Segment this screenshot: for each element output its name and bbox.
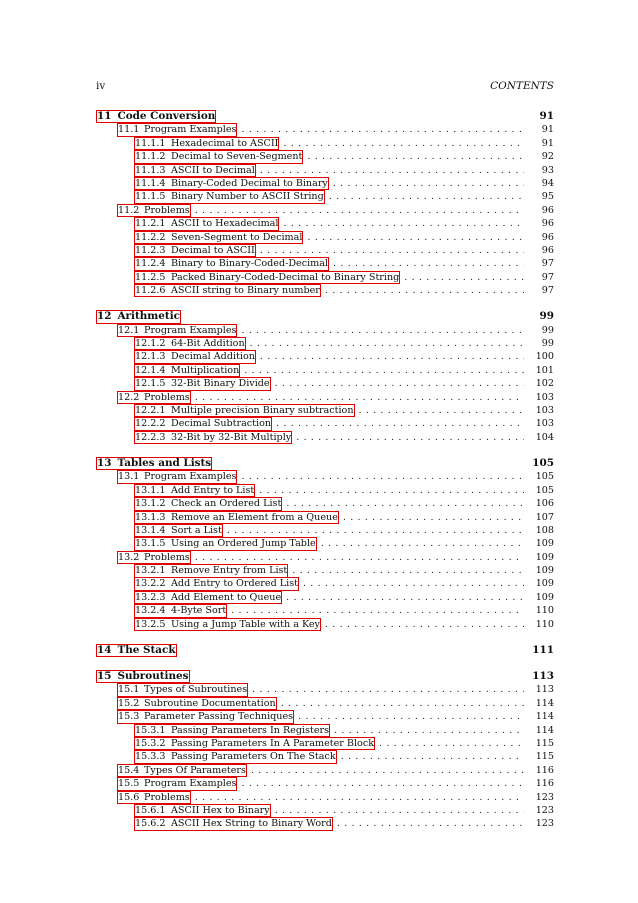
toc-link[interactable] [117,697,277,710]
toc-section-entry[interactable] [96,470,554,483]
toc-link[interactable] [134,591,282,604]
leader-dots [296,431,524,444]
toc-number: 12.1.5 [135,378,166,390]
leader-dots [259,484,524,497]
toc-link[interactable] [117,777,237,790]
toc-number: 15.3.3 [135,751,166,763]
toc-title: Passing Parameters On The Stack [171,751,336,763]
page-number: iv [96,80,106,92]
leader-dots [283,217,524,230]
toc-link[interactable] [134,497,282,510]
toc-title: Code Conversion [117,110,216,122]
toc-number: 12 [97,310,112,323]
toc-link[interactable] [96,644,177,657]
toc-number: 15.3 [118,711,140,723]
toc-subsection-entry[interactable] [96,604,554,617]
toc-subsection-entry[interactable] [96,377,554,390]
toc-title: Remove an Element from a Queue [171,511,338,523]
toc-link[interactable] [96,670,190,683]
toc-page-number: 103 [535,405,554,416]
leader-dots [325,284,524,297]
toc-title: 32-Bit Binary Divide [171,378,270,390]
toc-title: Problems [144,791,190,803]
leader-dots [260,350,524,363]
toc-number: 11.2.5 [135,271,166,283]
toc-subsection-entry[interactable] [96,618,554,631]
leader-dots [241,470,524,483]
toc-page-number: 104 [535,431,554,443]
leader-dots [307,231,524,244]
toc-page-number: 92 [541,151,554,163]
leader-dots [195,791,524,804]
toc-title: Decimal Addition [171,351,255,363]
toc-page-number: 97 [541,258,554,270]
toc-page-number: 116 [535,764,554,776]
toc-number: 12.1.2 [135,338,166,350]
toc-link[interactable] [134,190,325,203]
toc-number: 11.1 [118,124,140,136]
toc-number: 12.2.3 [135,431,166,443]
toc-title: The Stack [117,643,176,656]
toc-subsection-entry[interactable] [96,177,554,190]
toc-title: Hexadecimal to ASCII [171,137,279,149]
toc-subsection-entry[interactable] [96,337,554,350]
toc-subsection-entry[interactable] [96,417,554,430]
leader-dots [275,804,524,817]
toc-number: 11.2 [118,204,140,216]
toc-number: 13.2.4 [135,605,166,617]
toc-page-number: 114 [535,697,554,709]
toc-title: Types Of Parameters [144,764,246,776]
toc-chapter-entry[interactable] [96,644,554,657]
toc-title: 32-Bit by 32-Bit Multiply [171,431,292,443]
toc-title: Program Examples [144,471,237,483]
toc-link[interactable] [134,524,223,537]
toc-number: 11.2.2 [135,231,166,243]
toc-subsection-entry[interactable] [96,284,554,297]
toc-title: ASCII to Hexadecimal [171,218,279,230]
toc-section-entry[interactable] [96,683,554,696]
toc-title: Program Examples [144,324,237,336]
toc-page-number: 91 [541,137,554,149]
toc-number: 11 [97,110,112,122]
toc-page-number: 113 [535,684,554,696]
toc-page-number: 113 [532,670,554,683]
toc-title: Decimal to ASCII [171,244,255,256]
toc-title: Binary Number to ASCII String [171,191,324,203]
toc-link[interactable] [134,484,255,497]
toc-title: Problems [144,204,190,216]
toc-subsection-entry[interactable] [96,190,554,203]
toc-page-number: 97 [541,271,554,283]
leader-dots [337,817,524,830]
toc-title: Using an Ordered Jump Table [171,538,316,550]
toc-page-number: 116 [535,778,554,790]
toc-page-number: 111 [532,643,554,656]
toc-number: 15.1 [118,684,140,696]
toc-subsection-entry[interactable] [96,564,554,577]
toc-page-number: 106 [535,498,554,510]
leader-dots [195,391,524,404]
leader-dots [359,404,524,417]
toc-link[interactable] [134,431,292,444]
leader-dots [244,364,524,377]
toc-subsection-entry[interactable] [96,817,554,830]
leader-dots [241,324,524,337]
toc-page-number: 123 [535,791,554,803]
toc-page-number: 105 [535,471,554,483]
toc-title: Add Element to Queue [171,591,282,603]
leader-dots [250,337,524,350]
leader-dots [329,190,524,203]
leader-dots [341,750,524,763]
toc-subsection-entry[interactable] [96,350,554,363]
toc-link[interactable] [117,683,248,696]
toc-chapter-entry[interactable] [96,457,554,470]
toc-title: Add Entry to List [171,484,255,496]
toc-page-number: 99 [541,324,554,336]
toc-title: Multiplication [171,364,240,376]
toc-link[interactable] [134,137,279,150]
toc-number: 11.2.1 [135,218,166,230]
toc-title: Multiple precision Binary subtraction [171,405,354,416]
toc-link[interactable] [134,177,329,190]
toc-title: Packed Binary-Coded-Decimal to Binary String [171,271,400,283]
toc-chapter-entry[interactable] [96,670,554,683]
toc-number: 13.1 [118,471,140,483]
toc-page-number: 96 [541,204,554,216]
toc-subsection-entry[interactable] [96,217,554,230]
toc-title: Passing Parameters In A Parameter Block [171,737,375,749]
toc-section-entry[interactable] [96,710,554,723]
toc-title: Sort a List [171,524,222,536]
toc-title: 4-Byte Sort [171,605,227,617]
toc-page-number: 99 [541,338,554,350]
toc-page-number: 101 [535,364,554,376]
toc-subsection-entry[interactable] [96,150,554,163]
toc-number: 15.6 [118,791,140,803]
leader-dots [303,577,524,590]
leader-dots [343,511,524,524]
leader-dots [195,551,524,564]
toc-page-number: 123 [535,818,554,830]
leader-dots [276,417,524,430]
toc-link[interactable] [134,217,279,230]
toc-title: Types of Subroutines [144,684,248,696]
toc-number: 13.1.5 [135,538,166,550]
toc-number: 12.1.4 [135,364,166,376]
leader-dots [321,537,524,550]
toc-title: ASCII to Decimal [171,164,255,176]
toc-title: ASCII Hex to Binary [171,804,270,816]
toc-title: Add Entry to Ordered List [171,578,298,590]
toc-link[interactable] [134,244,256,257]
toc-link[interactable] [96,310,181,323]
toc-link[interactable] [134,724,330,737]
toc-subsection-entry[interactable] [96,484,554,497]
leader-dots [333,257,524,270]
toc-number: 13.2.1 [135,565,166,577]
toc-page-number: 96 [541,218,554,230]
leader-dots [275,377,524,390]
toc-title: Passing Parameters In Registers [171,724,330,736]
leader-dots [251,764,524,777]
toc-number: 15.3.1 [135,724,166,736]
toc-page-number: 97 [541,285,554,297]
toc-title: Problems [144,391,190,403]
toc-number: 15.6.1 [135,804,166,816]
toc-number: 13.1.4 [135,524,166,536]
leader-dots [292,564,524,577]
toc-number: 12.1.3 [135,351,166,363]
toc-link[interactable] [134,537,317,550]
leader-dots [298,710,524,723]
toc-page-number: 95 [541,191,554,203]
toc-link[interactable] [134,364,240,377]
leader-dots [307,150,524,163]
toc-subsection-entry[interactable] [96,591,554,604]
toc-number: 13.1.2 [135,498,166,510]
leader-dots [379,737,524,750]
toc-link[interactable] [117,764,247,777]
toc-number: 12.2.1 [135,405,166,416]
toc-subsection-entry[interactable] [96,271,554,284]
toc-link[interactable] [96,457,212,470]
toc-link[interactable] [134,604,227,617]
toc-number: 12.1 [118,324,140,336]
toc-number: 15.5 [118,778,140,790]
toc-link[interactable] [134,511,339,524]
toc-link[interactable] [134,271,400,284]
toc-title: ASCII Hex String to Binary Word [171,818,332,830]
leader-dots [281,697,524,710]
toc-link[interactable] [134,804,271,817]
toc-subsection-entry[interactable] [96,404,554,417]
toc-page-number: 96 [541,244,554,256]
toc-title: 64-Bit Addition [171,338,245,350]
toc-subsection-entry[interactable] [96,537,554,550]
toc-subsection-entry[interactable] [96,231,554,244]
toc-link[interactable] [134,231,303,244]
toc-title: Using a Jump Table with a Key [171,618,320,630]
toc-number: 11.1.2 [135,151,166,163]
toc-number: 15.2 [118,697,140,709]
toc-number: 15.4 [118,764,140,776]
toc-link[interactable] [134,164,256,177]
toc-page-number: 115 [535,737,554,749]
toc-link[interactable] [134,750,337,763]
toc-link[interactable] [134,284,321,297]
toc-title: Program Examples [144,124,237,136]
toc-number: 13.2 [118,551,140,563]
toc-number: 11.1.4 [135,177,166,189]
toc-link[interactable] [134,564,288,577]
toc-link[interactable] [134,377,271,390]
toc-link[interactable] [117,204,191,217]
toc-chapter-entry[interactable] [96,310,554,323]
toc-page-number: 102 [535,378,554,390]
toc-title: Tables and Lists [117,456,212,469]
toc-title: Subroutines [117,670,189,683]
leader-dots [260,164,524,177]
toc-link[interactable] [117,710,294,723]
toc-link[interactable] [117,391,191,404]
toc-title: Binary to Binary-Coded-Decimal [171,258,329,270]
toc-page-number: 109 [535,591,554,603]
toc-number: 15.3.2 [135,737,166,749]
toc-page-number: 123 [535,804,554,816]
toc-page-number: 114 [535,711,554,723]
leader-dots [241,777,524,790]
toc-title: Remove Entry from List [171,565,288,577]
toc-page-number: 100 [535,351,554,363]
leader-dots [333,177,524,190]
toc-page-number: 108 [535,524,554,536]
toc-number: 15 [97,670,112,683]
toc-link[interactable] [134,577,299,590]
toc-page-number: 109 [535,578,554,590]
toc-section-entry[interactable] [96,204,554,217]
toc-section-entry[interactable] [96,391,554,404]
toc-number: 11.2.4 [135,258,166,270]
toc-number: 11.2.6 [135,285,166,297]
toc-number: 11.1.3 [135,164,166,176]
leader-dots [404,271,524,284]
toc-title: Arithmetic [117,310,180,323]
toc-page-number: 96 [541,231,554,243]
leader-dots [260,244,524,257]
toc-number: 13 [97,456,112,469]
leader-dots [286,591,524,604]
toc-page-number: 91 [539,110,554,122]
toc-number: 13.2.2 [135,578,166,590]
toc-number: 13.2.3 [135,591,166,603]
toc-page-number: 99 [539,310,554,323]
leader-dots [252,683,524,696]
toc-page-number: 103 [535,418,554,430]
leader-dots [227,524,524,537]
toc-title: Check an Ordered List [171,498,282,510]
toc-link[interactable] [134,337,246,350]
toc-section-entry[interactable] [96,764,554,777]
toc-section-entry[interactable] [96,123,554,136]
toc-section-entry[interactable] [96,777,554,790]
toc-title: Seven-Segment to Decimal [171,231,303,243]
toc-number: 11.1.5 [135,191,166,203]
toc-link[interactable] [117,324,237,337]
toc-page-number: 91 [541,124,554,136]
table-of-contents [96,110,554,831]
leader-dots [241,123,524,136]
toc-subsection-entry[interactable] [96,577,554,590]
toc-subsection-entry[interactable] [96,244,554,257]
toc-number: 15.6.2 [135,818,166,830]
toc-link[interactable] [134,737,375,750]
toc-link[interactable] [134,257,329,270]
toc-link[interactable] [117,551,191,564]
leader-dots [195,204,524,217]
toc-number: 11.1.1 [135,137,166,149]
toc-subsection-entry[interactable] [96,257,554,270]
toc-link[interactable] [134,618,321,631]
toc-link[interactable] [134,350,256,363]
toc-subsection-entry[interactable] [96,164,554,177]
leader-dots [325,618,524,631]
toc-page-number: 93 [541,164,554,176]
toc-number: 13.1.1 [135,484,166,496]
leader-dots [286,497,524,510]
toc-subsection-entry[interactable] [96,364,554,377]
toc-title: Decimal Subtraction [171,418,272,430]
toc-subsection-entry[interactable] [96,750,554,763]
toc-title: Decimal to Seven-Segment [171,151,303,163]
toc-page-number: 94 [541,177,554,189]
toc-page-number: 115 [535,751,554,763]
toc-subsection-entry[interactable] [96,497,554,510]
toc-number: 13.1.3 [135,511,166,523]
toc-title: ASCII string to Binary number [171,285,320,297]
leader-dots [231,604,524,617]
toc-number: 12.2 [118,391,140,403]
toc-link[interactable] [96,110,216,123]
toc-chapter-entry[interactable] [96,110,554,123]
toc-number: 13.2.5 [135,618,166,630]
toc-subsection-entry[interactable] [96,724,554,737]
toc-page-number: 109 [535,551,554,563]
toc-subsection-entry[interactable] [96,137,554,150]
toc-page-number: 107 [535,511,554,523]
leader-dots [283,137,524,150]
toc-subsection-entry[interactable] [96,431,554,444]
toc-section-entry[interactable] [96,324,554,337]
toc-title: Program Examples [144,778,237,790]
toc-link[interactable] [134,417,272,430]
toc-title: Problems [144,551,190,563]
toc-subsection-entry[interactable] [96,804,554,817]
toc-link[interactable] [117,791,191,804]
toc-subsection-entry[interactable] [96,737,554,750]
toc-page-number: 105 [532,456,554,469]
toc-title: Binary-Coded Decimal to Binary [171,177,328,189]
toc-page-number: 109 [535,538,554,550]
toc-section-entry[interactable] [96,791,554,804]
toc-link[interactable] [117,470,237,483]
toc-link[interactable] [117,123,237,136]
toc-page-number: 103 [535,391,554,403]
toc-section-entry[interactable] [96,697,554,710]
toc-number: 14 [97,643,112,656]
toc-title: Subroutine Documentation [144,697,276,709]
toc-link[interactable] [134,404,355,417]
toc-page-number: 110 [535,605,554,617]
toc-page-number: 109 [535,565,554,577]
leader-dots [334,724,524,737]
toc-number: 11.2.3 [135,244,166,256]
toc-page-number: 110 [535,618,554,630]
toc-page-number: 105 [535,484,554,496]
running-header: CONTENTS [490,80,554,92]
toc-link[interactable] [134,150,303,163]
toc-link[interactable] [134,817,333,830]
toc-section-entry[interactable] [96,551,554,564]
toc-number: 12.2.2 [135,418,166,430]
toc-title: Parameter Passing Techniques [144,711,294,723]
toc-subsection-entry[interactable] [96,524,554,537]
toc-page-number: 114 [535,724,554,736]
toc-subsection-entry[interactable] [96,511,554,524]
